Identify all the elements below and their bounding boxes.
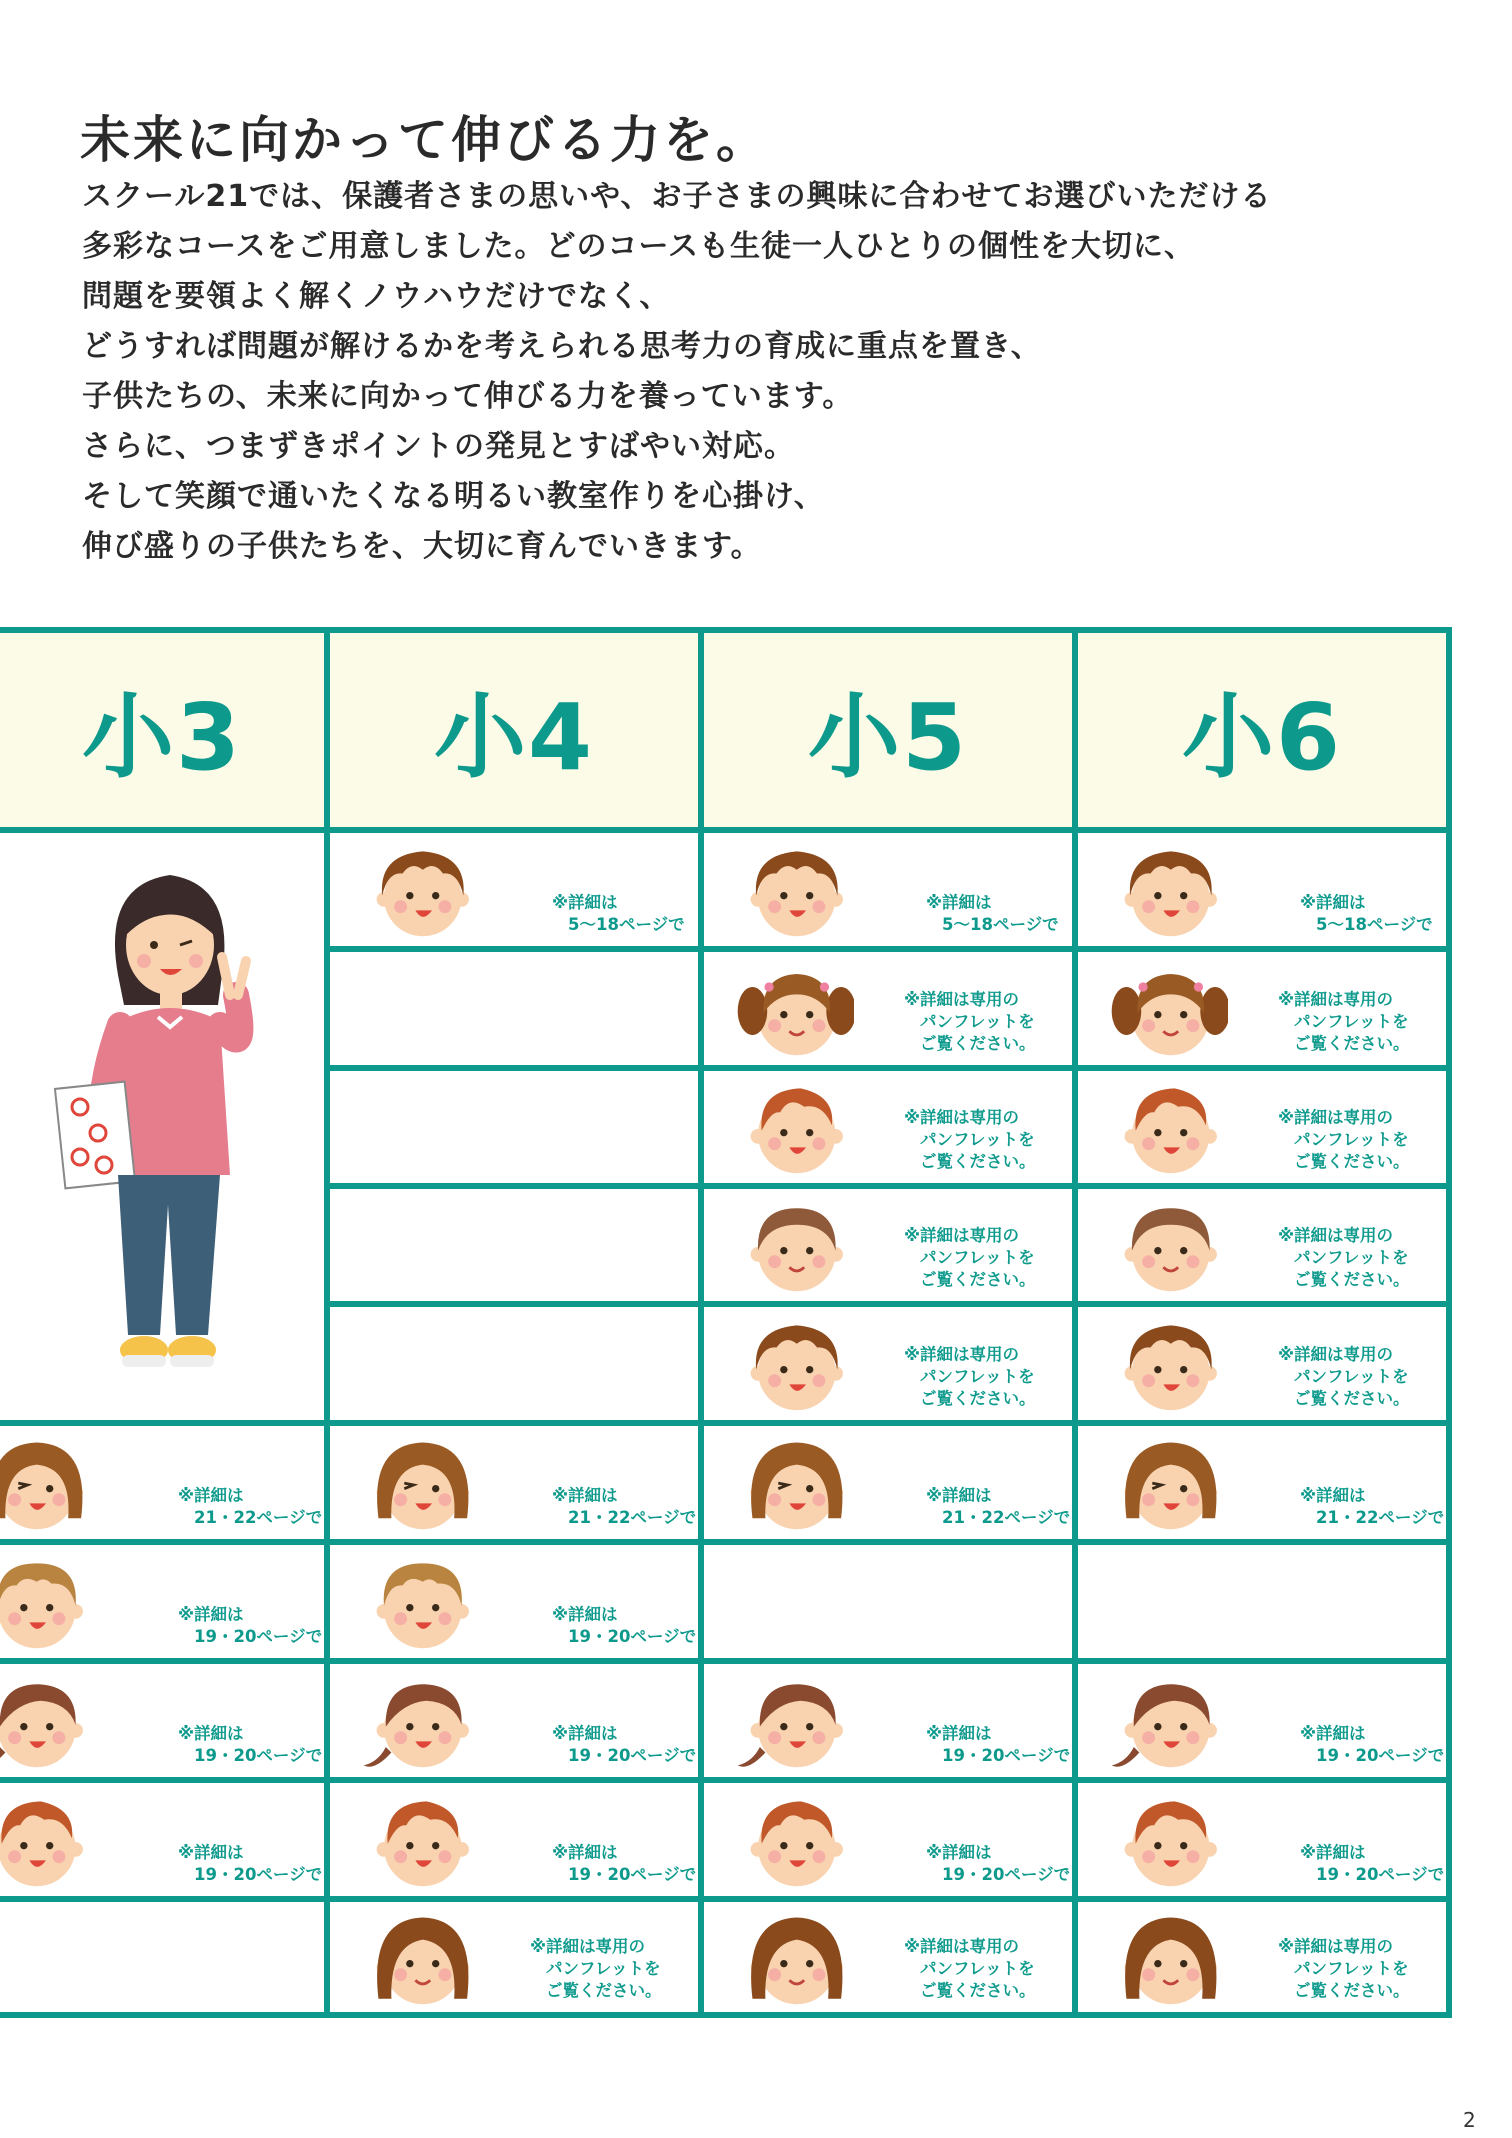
table-rule xyxy=(698,627,704,2018)
table-rule xyxy=(0,1420,1452,1426)
table-rule xyxy=(324,1065,1452,1071)
girl-bob-wink-icon xyxy=(1108,1427,1228,1546)
boy-spiky-icon xyxy=(734,1308,854,1427)
girl-ponytail-icon xyxy=(734,1665,854,1784)
course-note: ※詳細は 19・20ページで xyxy=(178,1724,323,1765)
table-rule xyxy=(0,827,1452,833)
boy-red-hair-icon xyxy=(734,1071,854,1190)
course-note: ※詳細は 19・20ページで xyxy=(1300,1843,1445,1884)
course-note: ※詳細は専用の パンフレットを ご覧ください。 xyxy=(1278,990,1410,1053)
page-title: 未来に向かって伸びる力を。 xyxy=(80,111,769,169)
intro-line: スクール21では、保護者さまの思いや、お子さまの興味に合わせてお選びいただける xyxy=(82,179,1272,214)
course-note: ※詳細は 19・20ページで xyxy=(1300,1724,1445,1765)
table-rule xyxy=(324,1301,1452,1307)
course-note: ※詳細は 19・20ページで xyxy=(926,1724,1071,1765)
girl-bob-wink-icon xyxy=(360,1427,480,1546)
course-note: ※詳細は 19・20ページで xyxy=(178,1843,323,1884)
grade-header: 小4 xyxy=(330,633,698,827)
intro-line: 子供たちの、未来に向かって伸びる力を養っています。 xyxy=(82,379,854,414)
boy-red-hair-icon xyxy=(1108,1784,1228,1903)
course-note: ※詳細は専用の パンフレットを ご覧ください。 xyxy=(904,1345,1036,1408)
course-note: ※詳細は専用の パンフレットを ご覧ください。 xyxy=(1278,1937,1410,2000)
course-note: ※詳細は 5〜18ページで xyxy=(1300,893,1433,934)
girl-pigtails-icon xyxy=(734,953,854,1072)
table-rule xyxy=(324,1183,1452,1189)
page-number: 2 xyxy=(1463,2108,1476,2132)
course-note: ※詳細は 21・22ページで xyxy=(1300,1486,1445,1527)
boy-brown-hair-icon xyxy=(734,1189,854,1308)
table-rule xyxy=(324,627,330,2018)
course-note: ※詳細は 5〜18ページで xyxy=(552,893,685,934)
boy-brown-hair-icon xyxy=(1108,1189,1228,1308)
intro-text xyxy=(82,172,1462,572)
girl-long-hair-icon xyxy=(1108,1902,1228,2021)
girl-bob-wink-icon xyxy=(0,1427,94,1546)
course-note: ※詳細は専用の パンフレットを ご覧ください。 xyxy=(904,1108,1036,1171)
grade-header: 小5 xyxy=(704,633,1072,827)
intro-line: 多彩なコースをご用意しました。どのコースも生徒一人ひとりの個性を大切に、 xyxy=(82,229,1195,264)
boy-red-hair-icon xyxy=(0,1784,94,1903)
course-note: ※詳細は 21・22ページで xyxy=(926,1486,1071,1527)
girl-long-hair-icon xyxy=(360,1902,480,2021)
table-rule xyxy=(0,627,1452,633)
course-note: ※詳細は 21・22ページで xyxy=(178,1486,323,1527)
table-rule xyxy=(1446,627,1452,2018)
course-note: ※詳細は専用の パンフレットを ご覧ください。 xyxy=(904,1226,1036,1289)
table-rule xyxy=(1072,627,1078,2018)
course-note: ※詳細は 19・20ページで xyxy=(552,1605,697,1646)
table-rule xyxy=(324,946,1452,952)
intro-line: そして笑顔で通いたくなる明るい教室作りを心掛け、 xyxy=(82,479,825,514)
boy-spiky-icon xyxy=(360,834,480,953)
course-note: ※詳細は専用の パンフレットを ご覧ください。 xyxy=(904,990,1036,1053)
course-note: ※詳細は専用の パンフレットを ご覧ください。 xyxy=(1278,1345,1410,1408)
girl-with-test-paper-illustration xyxy=(40,845,280,1389)
course-note: ※詳細は 19・20ページで xyxy=(552,1843,697,1884)
course-note: ※詳細は 5〜18ページで xyxy=(926,893,1059,934)
course-grade-table xyxy=(0,627,1455,2030)
course-note: ※詳細は専用の パンフレットを ご覧ください。 xyxy=(1278,1226,1410,1289)
table-rule xyxy=(0,1539,1452,1545)
course-note: ※詳細は専用の パンフレットを ご覧ください。 xyxy=(530,1937,662,2000)
girl-ponytail-icon xyxy=(0,1665,94,1784)
boy-spiky-icon xyxy=(734,834,854,953)
intro-line: 伸び盛りの子供たちを、大切に育んでいきます。 xyxy=(82,529,762,564)
course-note: ※詳細は 19・20ページで xyxy=(926,1843,1071,1884)
course-note: ※詳細は 19・20ページで xyxy=(552,1724,697,1765)
grade-header: 小3 xyxy=(0,633,324,827)
course-note: ※詳細は 19・20ページで xyxy=(178,1605,323,1646)
table-rule xyxy=(0,1896,1452,1902)
girl-long-hair-icon xyxy=(734,1902,854,2021)
course-note: ※詳細は専用の パンフレットを ご覧ください。 xyxy=(904,1937,1036,2000)
girl-bob-wink-icon xyxy=(734,1427,854,1546)
grade-header: 小6 xyxy=(1078,633,1446,827)
intro-line: さらに、つまずきポイントの発見とすばやい対応。 xyxy=(82,429,795,464)
course-note: ※詳細は 21・22ページで xyxy=(552,1486,697,1527)
boy-spiky-icon xyxy=(1108,834,1228,953)
girl-pigtails-icon xyxy=(1108,953,1228,1072)
boy-red-hair-icon xyxy=(360,1784,480,1903)
girl-ponytail-icon xyxy=(1108,1665,1228,1784)
boy-blond-icon xyxy=(0,1546,94,1665)
boy-red-hair-icon xyxy=(734,1784,854,1903)
boy-red-hair-icon xyxy=(1108,1071,1228,1190)
boy-blond-icon xyxy=(360,1546,480,1665)
table-rule xyxy=(0,1777,1452,1783)
table-rule xyxy=(0,2012,1452,2018)
girl-ponytail-icon xyxy=(360,1665,480,1784)
intro-line: どうすれば問題が解けるかを考えられる思考力の育成に重点を置き、 xyxy=(82,329,1042,364)
table-rule xyxy=(0,1658,1452,1664)
course-note: ※詳細は専用の パンフレットを ご覧ください。 xyxy=(1278,1108,1410,1171)
boy-spiky-icon xyxy=(1108,1308,1228,1427)
intro-line: 問題を要領よく解くノウハウだけでなく、 xyxy=(82,279,671,314)
